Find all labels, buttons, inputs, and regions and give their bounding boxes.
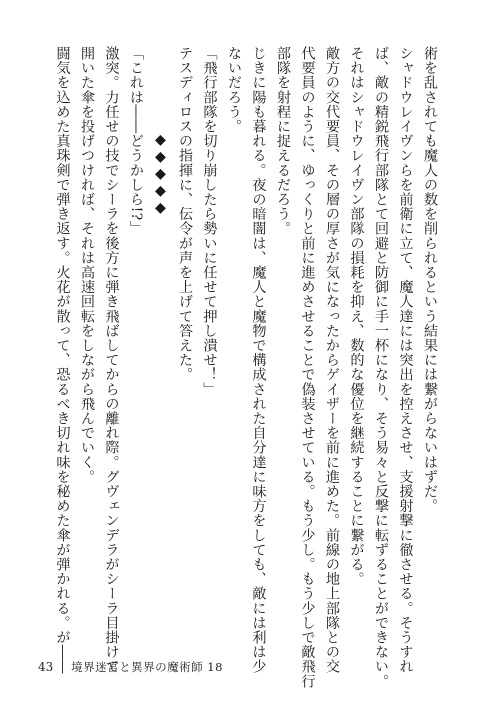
text-line: 代要員のように、ゆっくりと前に進めさせることで偽装させている。もう少し。もう少しで敵飛行 [299, 46, 316, 689]
text-line: それはシャドウレイヴン部隊の損耗を抑え、数的な優位を継続することに繋がる。 [348, 46, 365, 587]
text-line: ば、敵の精鋭飛行部隊とて回避と防御に手一杯になり、そう易々と反撃に転ずることができない。 [373, 46, 389, 689]
dialogue-line: 「これは――どうかしら!?」 [128, 46, 144, 236]
text-line: 術を乱されても魔人の数を削られるという結果には繋がらないはずだ。 [422, 46, 438, 514]
section-divider: ◆◆◆◆◆ [152, 132, 169, 217]
text-line: 闘気を込めた真珠剣で弾き返す。火花が散って、恐るべき切れ味を秘めた傘が弾かれる。が―― [54, 46, 71, 674]
text-line: 敵方の交代要員、その層の厚さが気になったからゲイザーを前に進めた。前線の地上部隊との交 [324, 46, 340, 674]
running-title: 境界迷宮と異界の魔術師 18 [71, 660, 223, 674]
text-line: 開いた傘を投げつければ、それは高速回転をしながら飛んでいく。 [79, 46, 95, 484]
text-line: ないだろう。 [226, 46, 242, 134]
text-line: 部隊を射程に捉えるだろう。 [275, 46, 291, 236]
page-footer [38, 659, 223, 675]
text-line: じきに陽も暮れる。夜の暗闇は、魔人と魔物で構成された自分達に味方をしても、敵には利は少 [250, 46, 267, 674]
text-line: テスディロスの指揮に、伝令が声を上げて答えた。 [177, 46, 193, 382]
dialogue-line: 「飛行部隊を切り崩したら勢いに任せて押し潰せ！」 [201, 46, 218, 397]
page-number: 43 [38, 660, 54, 674]
text-line: シャドウレイヴンらを前衛に立て、魔人達には突出を控えさせ、支援射撃に徹させる。そうすれ [397, 46, 414, 674]
text-line: 激突。力任せの技でシーラを後方に弾き飛ばしてからの離れ際。グヴェンデラがシーラ目掛けて [103, 46, 120, 674]
